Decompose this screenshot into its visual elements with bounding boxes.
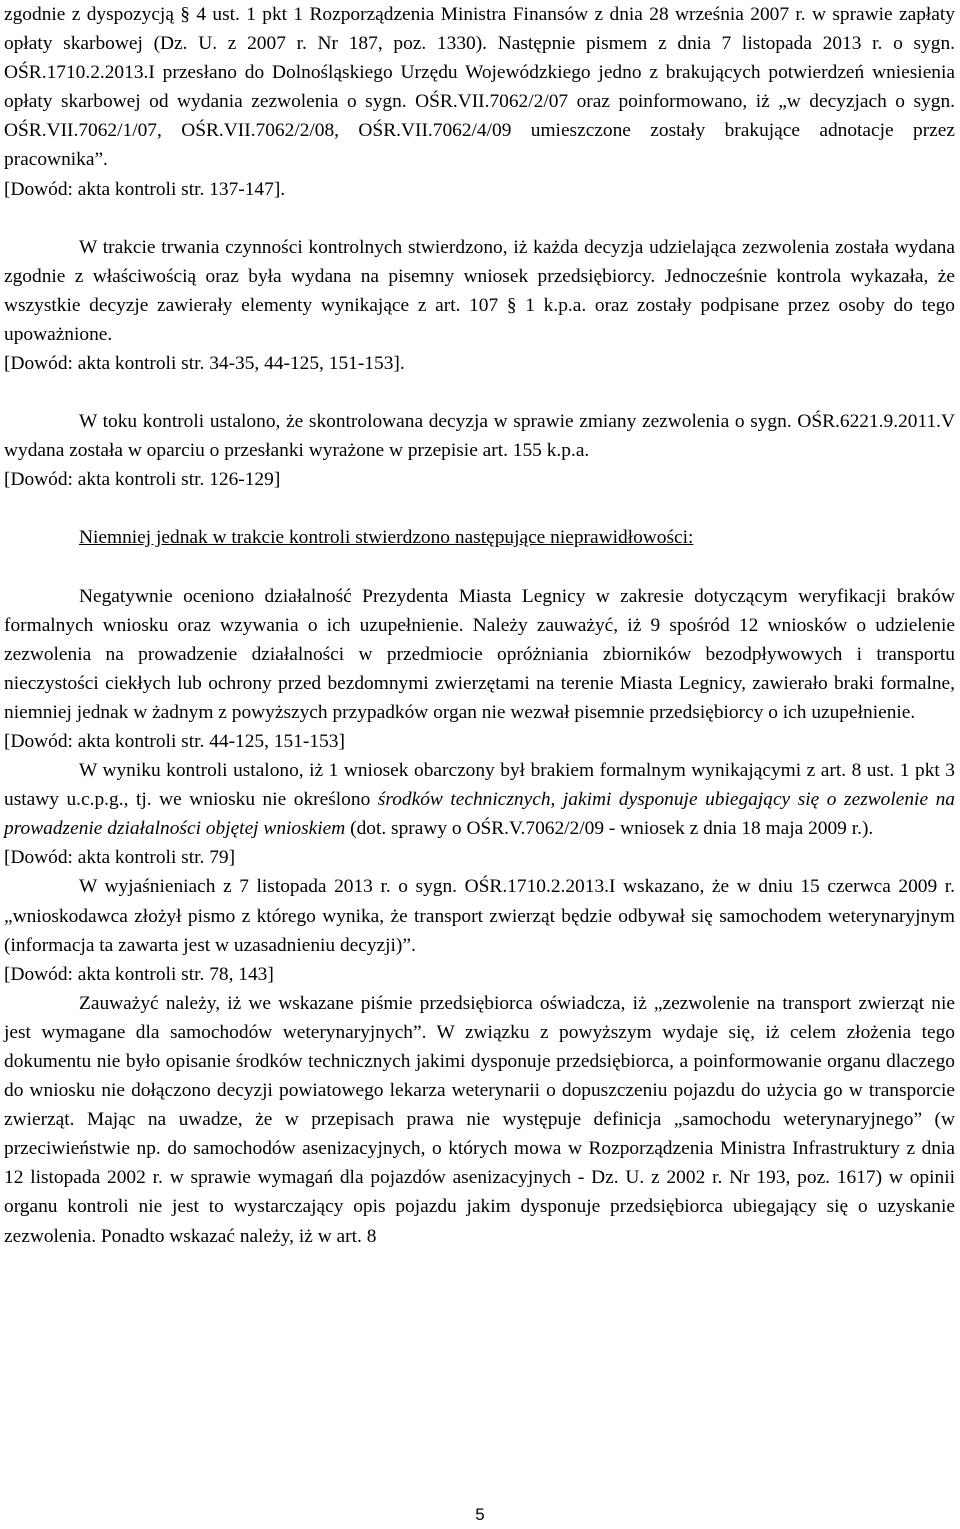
paragraph-7: Zauważyć należy, iż we wskazane piśmie przedsiębiorca oświadcza, iż „zezwolenie na transport zwierząt nie jest wymagane dla samochodów weterynaryjnych”. W związku z powyższym wydaje się, iż celem złożenia tego dokumentu nie było opisanie środków technicznych jakimi dysponuje przedsiębiorca, a poinformowanie organu dlaczego do wniosku nie dołączono decyzji powiatowego lekarza weterynarii o dopuszczeniu pojazdu do użycia go w transporcie zwierząt. Mając na uwadze, że w przepisach prawa nie występuje definicja „samochodu weterynaryjnego” (w przeciwieństwie np. do samochodów asenizacyjnych, o których mowa w Rozporządzenia Ministra Infrastruktury z dnia 12 listopada 2002 r. w sprawie wymagań dla pojazdów asenizacyjnych - Dz. U. z 2002 r. Nr 193, poz. 1617) w opinii organu kontroli nie jest to wystarczający opis pojazdu jakim dysponuje przedsiębiorca ubiegający się o uzyskanie zezwolenia. Ponadto wskazać należy, iż w art. 8 [4, 992, 955, 1247]
paragraph-6: W wyjaśnieniach z 7 listopada 2013 r. o sygn. OŚR.1710.2.2013.I wskazano, że w dniu 15 czerwca 2009 r. „wnioskodawca złożył pismo z którego wynika, że transport zwierząt będzie odbywał się samochodem weterynaryjnym (informacja ta zawarta jest w uzasadnieniu decyzji)”. [4, 876, 955, 956]
paragraph-5 [4, 756, 955, 843]
paragraph-4: Negatywnie oceniono działalność Prezydenta Miasta Legnicy w zakresie dotyczącym weryfikacji braków formalnych wniosku oraz wzywania o ich uzupełnienie. Należy zauważyć, iż 9 spośród 12 wniosków o udzielenie zezwolenia na prowadzenie działalności w przedmiocie opróżniania zbiorników bezodpływowych i transportu nieczystości ciekłych lub ochrony przed bezdomnymi zwierzętami na terenie Miasta Legnicy, zawierało braki formalne, niemniej jednak w żadnym z powyższych przypadków organ nie wezwał pisemnie przedsiębiorcy o ich uzupełnienie. [4, 585, 955, 723]
spacer [4, 553, 955, 582]
paragraph-5-italic-quote: środków technicznych, jakimi dysponuje ubiegający się o zezwolenie na prowadzenie działalności objętej wnioskiem [4, 789, 955, 840]
page-content [4, 0, 955, 1251]
evidence-6: [Dowód: akta kontroli str. 78, 143] [4, 963, 274, 985]
evidence-4: [Dowód: akta kontroli str. 44-125, 151-153] [4, 730, 345, 752]
paragraph-2: W trakcie trwania czynności kontrolnych stwierdzono, iż każda decyzja udzielająca zezwolenia została wydana zgodnie z właściwością oraz była wydana na pisemny wniosek przedsiębiorcy. Jednocześnie kontrola wykazała, że wszystkie decyzje zawierały elementy wynikające z art. 107 § 1 k.p.a. oraz zostały podpisane przez osoby do tego upoważnione. [4, 236, 955, 345]
paragraph-3: W toku kontroli ustalono, że skontrolowana decyzja w sprawie zmiany zezwolenia o sygn. OŚR.6221.9.2011.V wydana została w oparciu o przesłanki wyrażone w przepisie art. 155 k.p.a. [4, 411, 955, 462]
page-number: 5 [475, 1505, 485, 1524]
paragraph-1: zgodnie z dyspozycją § 4 ust. 1 pkt 1 Rozporządzenia Ministra Finansów z dnia 28 września 2007 r. w sprawie zapłaty opłaty skarbowej (Dz. U. z 2007 r. Nr 187, poz. 1330). Następnie pismem z dnia 7 listopada 2013 r. o sygn. OŚR.1710.2.2013.I przesłano do Dolnośląskiego Urzędu Wojewódzkiego jedno z brakujących potwierdzeń wniesienia opłaty skarbowej od wydania zezwolenia o sygn. OŚR.VII.7062/2/07 oraz poinformowano, iż „w decyzjach o sygn. OŚR.VII.7062/1/07, OŚR.VII.7062/2/08, OŚR.VII.7062/4/09 umieszczone zostały brakujące adnotacje przez pracownika”. [4, 4, 955, 171]
paragraph-5-text-a: W wyniku kontroli ustalono, iż 1 wniosek obarczony był brakiem formalnym wynikającymi z art. 8 ust. 1 pkt 3 ustawy u.c.p.g., tj. we wniosku nie określono [4, 760, 955, 811]
evidence-3: [Dowód: akta kontroli str. 126-129] [4, 469, 281, 491]
paragraph-5-text-b: (dot. sprawy o OŚR.V.7062/2/09 - wniosek z dnia 18 maja 2009 r.). [345, 818, 874, 840]
spacer [4, 204, 955, 233]
evidence-5: [Dowód: akta kontroli str. 79] [4, 847, 236, 869]
spacer [4, 378, 955, 407]
spacer [4, 494, 955, 523]
evidence-1: [Dowód: akta kontroli str. 137-147]. [4, 178, 286, 200]
evidence-2: [Dowód: akta kontroli str. 34-35, 44-125, 151-153]. [4, 353, 405, 375]
irregularities-heading: Niemniej jednak w trakcie kontroli stwierdzono następujące nieprawidłowości: [79, 527, 694, 549]
